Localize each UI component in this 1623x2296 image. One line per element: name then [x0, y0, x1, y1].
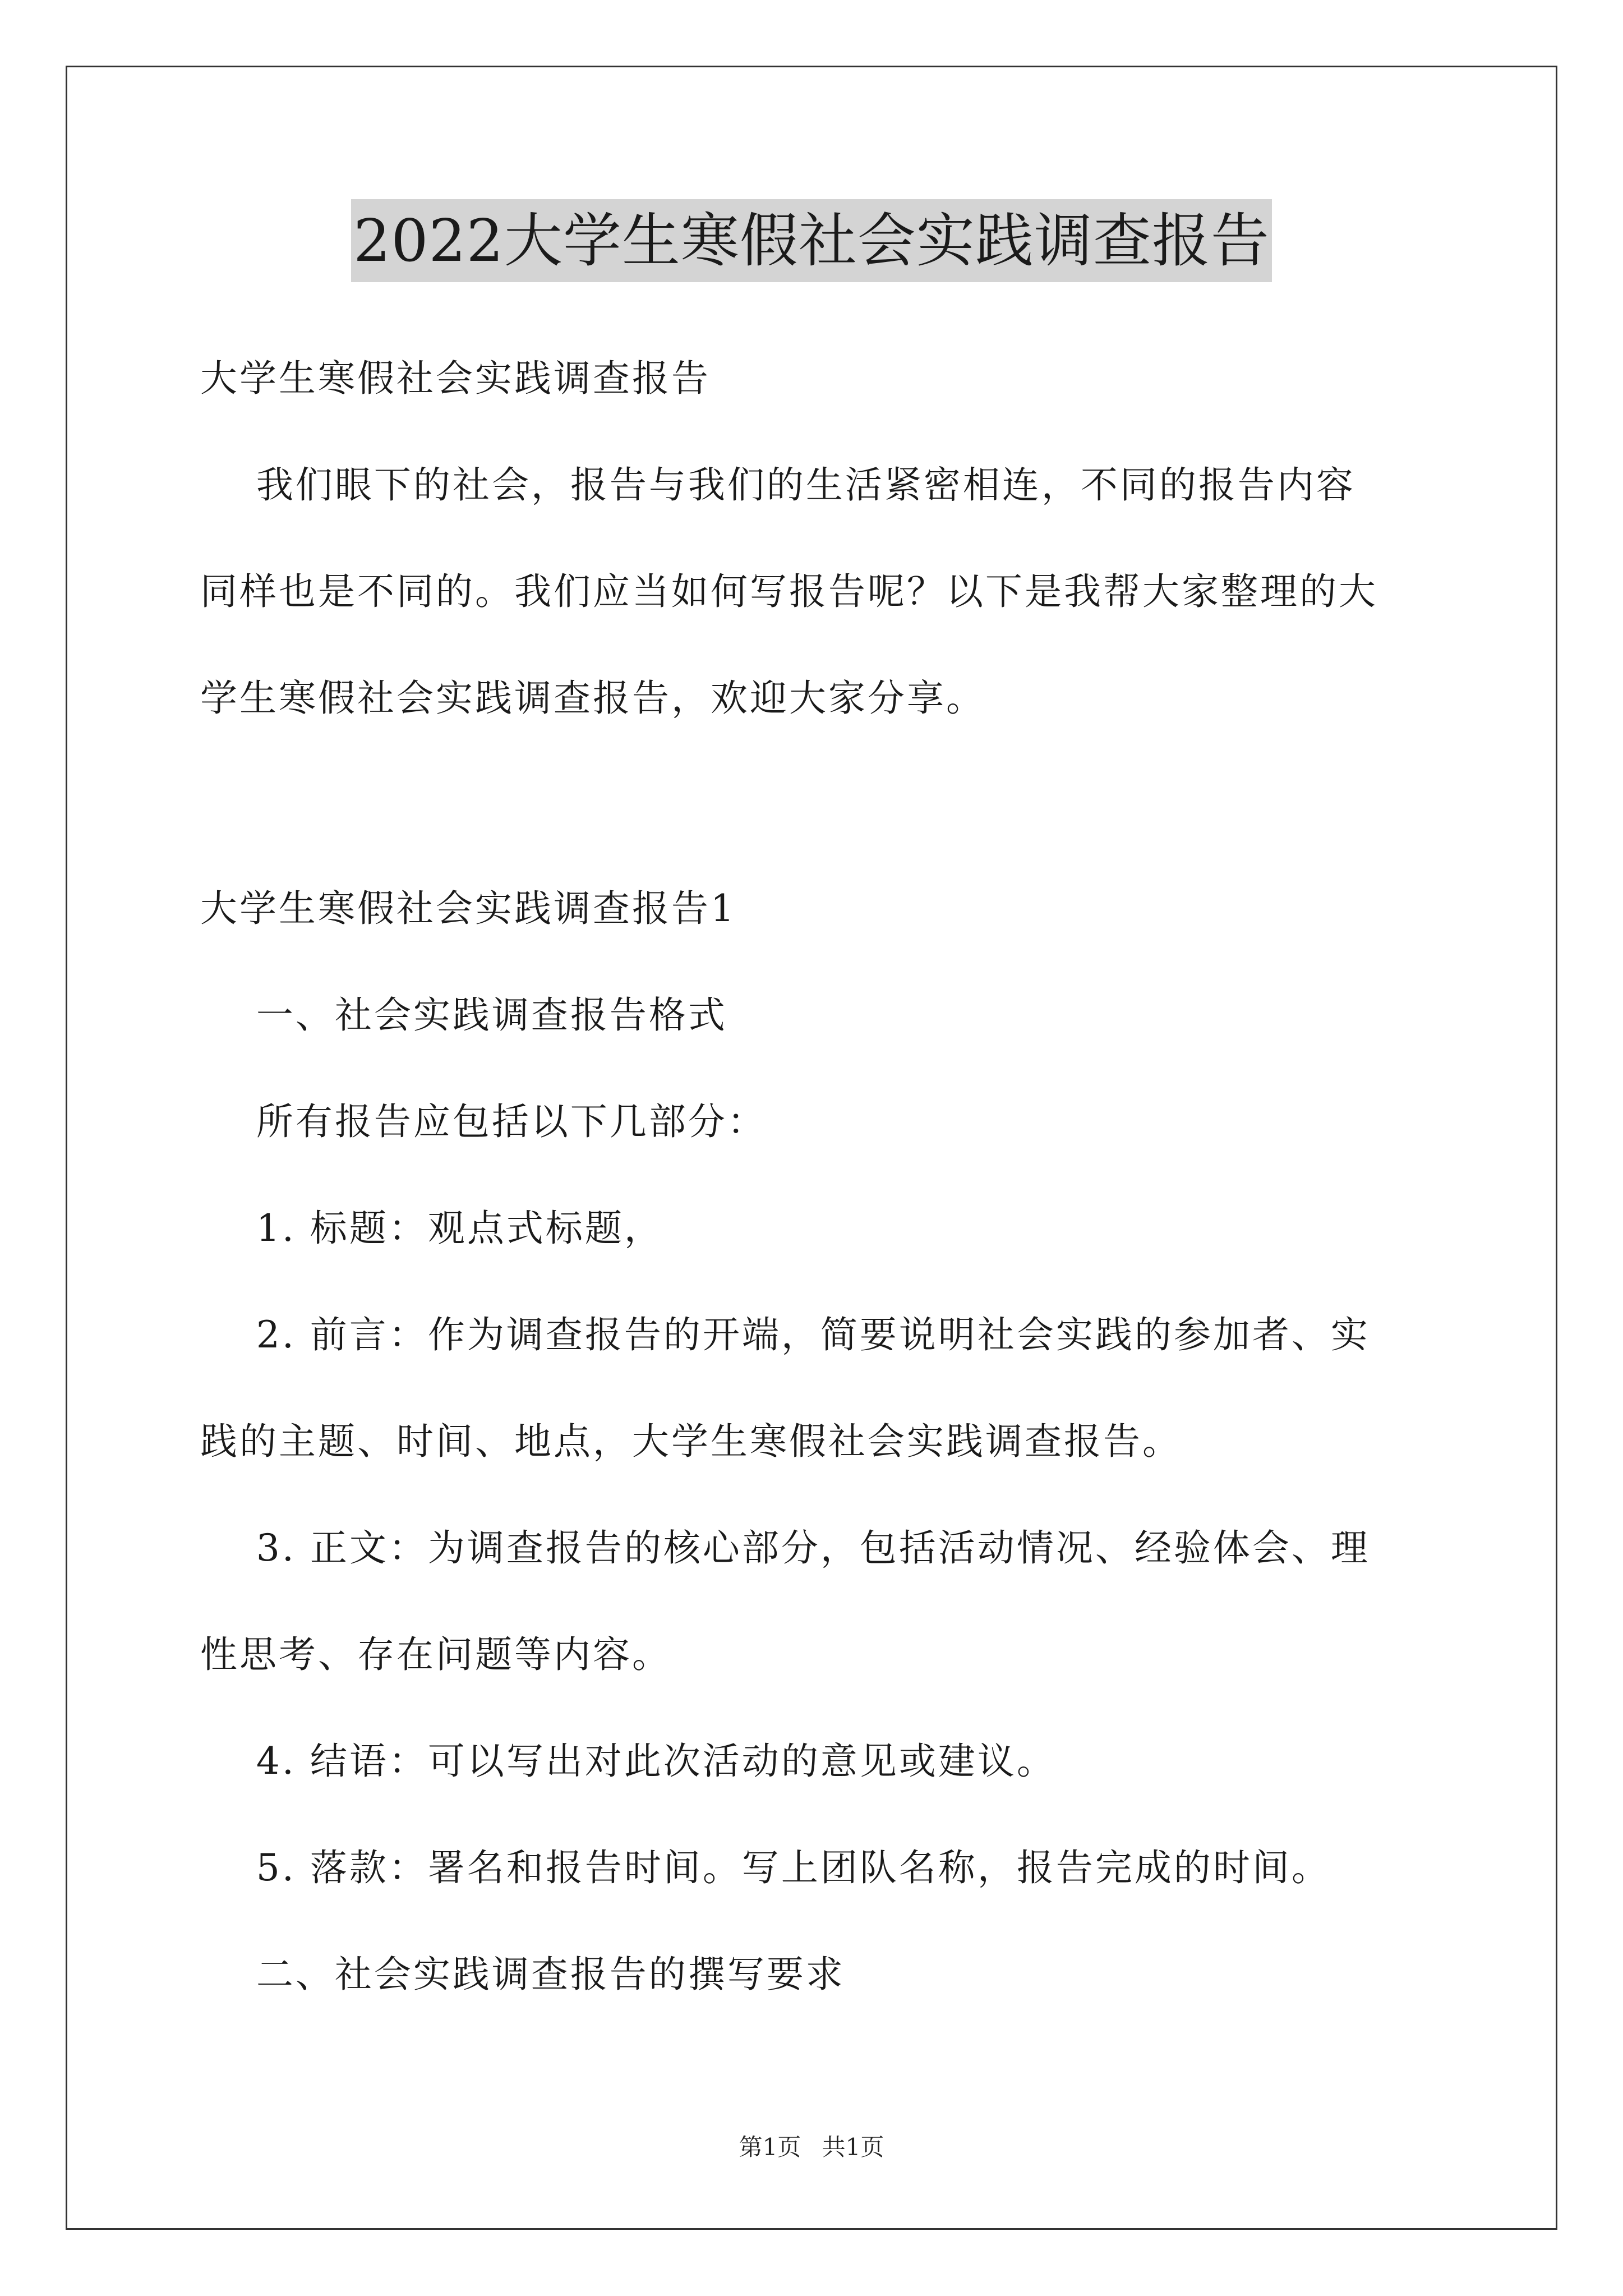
- item-2-preface-2: 践的主题、时间、地点，大学生寒假社会实践调查报告。: [200, 1420, 1182, 1463]
- item-4-conclusion: 4. 结语：可以写出对此次活动的意见或建议。: [200, 1740, 1056, 1783]
- intro-line-2: 同样也是不同的。我们应当如何写报告呢？以下是我帮大家整理的大: [200, 570, 1378, 613]
- intro-line-1: 我们眼下的社会，报告与我们的生活紧密相连，不同的报告内容: [200, 463, 1355, 507]
- document-title: 2022大学生寒假社会实践调查报告: [351, 199, 1272, 282]
- format-intro: 所有报告应包括以下几部分：: [200, 1100, 767, 1143]
- heading-format: 一、社会实践调查报告格式: [200, 993, 727, 1037]
- heading-requirements: 二、社会实践调查报告的撰写要求: [200, 1953, 845, 1996]
- item-2-preface-1: 2. 前言：作为调查报告的开端，简要说明社会实践的参加者、实: [200, 1313, 1370, 1356]
- page-footer: [0, 2129, 1623, 2162]
- subtitle-line: 大学生寒假社会实践调查报告: [200, 357, 711, 400]
- item-5-signature: 5. 落款：署名和报告时间。写上团队名称，报告完成的时间。: [200, 1846, 1331, 1889]
- title-container: [0, 199, 1623, 282]
- item-3-body-1: 3. 正文：为调查报告的核心部分，包括活动情况、经验体会、理: [200, 1526, 1370, 1570]
- page-number: 第1页: [739, 2133, 801, 2161]
- intro-line-3: 学生寒假社会实践调查报告，欢迎大家分享。: [200, 677, 985, 720]
- page-total: 共1页: [822, 2133, 884, 2161]
- section-heading-1: 大学生寒假社会实践调查报告1: [200, 887, 736, 930]
- item-3-body-2: 性思考、存在问题等内容。: [200, 1633, 671, 1676]
- item-1-title: 1. 标题：观点式标题，: [200, 1207, 663, 1250]
